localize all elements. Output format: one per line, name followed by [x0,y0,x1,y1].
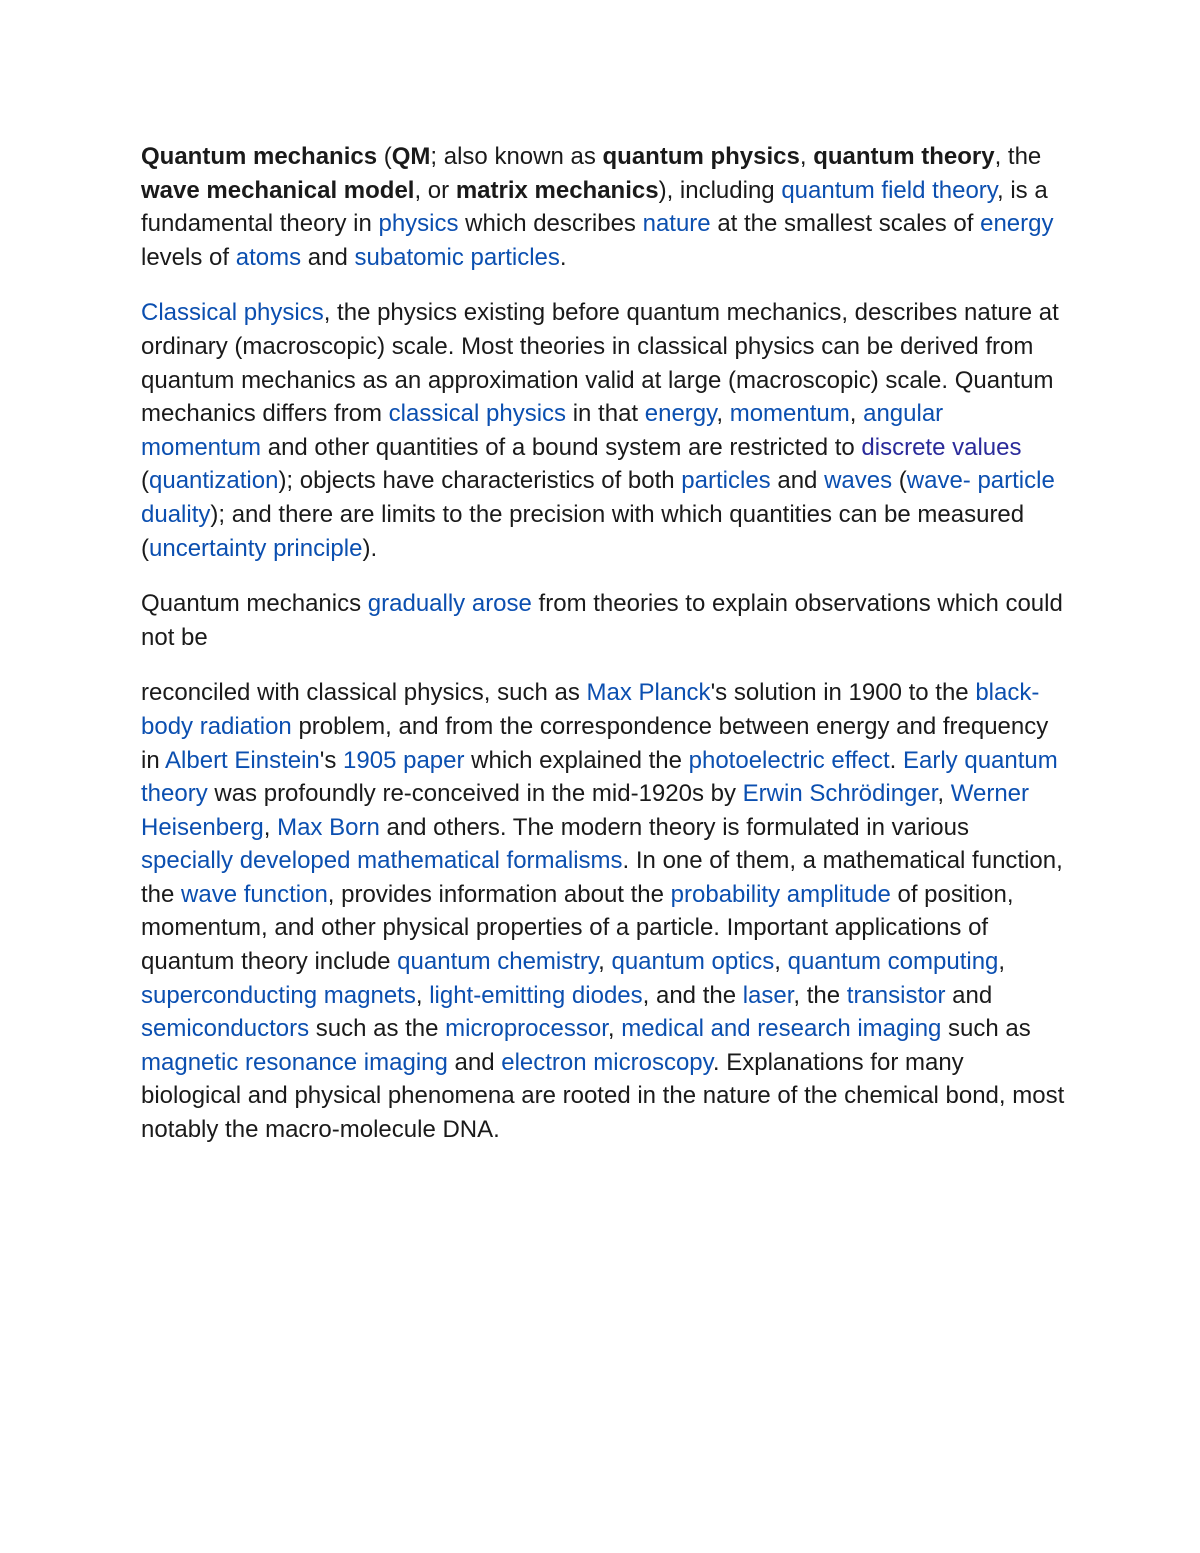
text-run: ; also known as [430,143,603,170]
text-run: of position, momentum, and other physical properties of a particle. Important applications of quantum theory include [141,880,1014,976]
paragraph-intro [141,140,1066,274]
text-run: 's solution in 1900 to the [710,679,976,707]
link-albert-einstein[interactable]: Albert Einstein [165,746,320,774]
text-run: , [263,813,278,841]
bold-term: matrix mechanics [455,176,659,204]
bold-term: Quantum mechanics [141,143,378,170]
text-run: . In one of them, a mathematical function, the [141,847,1063,908]
link-probability-amplitude[interactable]: probability amplitude [670,880,891,908]
link-angular-momentum[interactable]: angular momentum [141,400,944,461]
link-classical-physics[interactable]: classical physics [388,400,567,428]
text-run: , [415,981,430,1009]
link-quantum-computing[interactable]: quantum computing [787,948,999,976]
link-electron-microscopy[interactable]: electron microscopy [501,1048,713,1076]
paragraph-applications [141,676,1066,1146]
link-quantum-field-theory[interactable]: quantum field theory [781,176,998,204]
link-quantization[interactable]: quantization [149,467,279,495]
link-gradually-arose[interactable]: gradually arose [367,590,532,618]
link-max-born[interactable]: Max Born [277,813,380,841]
link-erwin-schr-dinger[interactable]: Erwin Schrödinger [742,780,938,808]
link-uncertainty-principle[interactable]: uncertainty principle [149,534,363,562]
link-1905-paper[interactable]: 1905 paper [343,746,465,774]
text-run: , the physics existing before quantum mechanics, describes nature at ordinary (macroscopic) scale. Most theories in classical physics can be derived from quantum mechanics as an approximation valid at large (macroscopic) scale. Quantum mechanics differs from [141,299,1059,428]
text-run: , the [793,981,847,1009]
bold-term: quantum physics [602,143,800,170]
text-run: , provides information about the [327,880,671,908]
text-run: which describes [458,210,643,238]
text-run: which explained the [464,746,689,774]
link-magnetic-resonance-imaging[interactable]: magnetic resonance imaging [141,1048,448,1076]
link-medical-and-research-imaging[interactable]: medical and research imaging [621,1015,942,1043]
link-microprocessor[interactable]: microprocessor [445,1015,608,1043]
link-wave-particle-duality[interactable]: wave- particle duality [141,467,1055,528]
link-semiconductors[interactable]: semiconductors [141,1015,310,1043]
link-nature[interactable]: nature [642,210,711,238]
text-run: , the [994,143,1042,170]
text-run: and [301,243,355,271]
text-run: , [716,400,730,428]
text-run: 's [319,746,344,774]
text-run: . [889,746,903,774]
text-run: levels of [141,243,236,271]
text-run: , [799,143,814,170]
text-run: ( [141,467,149,495]
link-specially-developed-mathematical-formalisms[interactable]: specially developed mathematical formalisms [141,847,623,875]
text-run: ( [892,467,907,495]
text-run: , and the [642,981,743,1009]
link-superconducting-magnets[interactable]: superconducting magnets [141,981,416,1009]
text-run: . Explanations for many biological and physical phenomena are rooted in the nature of the chemical bond, most notably the macro-molecule DNA. [141,1048,1065,1144]
text-run: ). [362,534,378,562]
document-page [141,140,1066,1147]
link-classical-physics[interactable]: Classical physics [141,299,324,327]
link-particles[interactable]: particles [681,467,771,495]
text-run: Quantum mechanics [141,590,368,618]
text-run: and [770,467,825,495]
text-run: and others. The modern theory is formulated in various [379,813,969,841]
text-run: and [945,981,993,1009]
bold-term: QM [391,143,431,170]
link-photoelectric-effect[interactable]: photoelectric effect [688,746,890,774]
text-run: , is a fundamental theory in [141,176,1048,238]
link-subatomic-particles[interactable]: subatomic particles [354,243,560,271]
text-run: . [559,243,567,271]
text-run: from theories to explain observations which could not be [141,590,1063,651]
link-discrete-values[interactable]: discrete values [861,433,1022,461]
text-run: ( [377,143,392,170]
text-run: such as the [309,1015,446,1043]
text-run: was profoundly re-conceived in the mid-1920s by [207,780,743,808]
text-run: , [774,948,788,976]
link-laser[interactable]: laser [742,981,794,1009]
text-run: at the smallest scales of [710,210,981,238]
text-run: , [998,948,1006,976]
link-black-body-radiation[interactable]: black-body radiation [141,679,1040,740]
text-run: , [937,780,951,808]
text-run: and [447,1048,502,1076]
link-quantum-optics[interactable]: quantum optics [611,948,775,976]
link-quantum-chemistry[interactable]: quantum chemistry [397,948,599,976]
link-wave-function[interactable]: wave function [181,880,328,908]
bold-term: quantum theory [813,143,995,170]
text-run: ); objects have characteristics of both [278,467,682,495]
text-run: , [849,400,864,428]
paragraph-history [141,587,1066,654]
text-run: ), including [658,176,782,204]
link-werner-heisenberg[interactable]: Werner Heisenberg [141,780,1030,841]
text-run: ); and there are limits to the precision with which quantities can be measured ( [141,500,1025,562]
link-atoms[interactable]: atoms [235,243,302,271]
text-run: , or [414,176,456,204]
text-run: reconciled with classical physics, such as [141,679,587,707]
link-light-emitting-diodes[interactable]: light-emitting diodes [429,981,643,1009]
text-run: in that [566,400,645,428]
paragraph-classical-physics [141,296,1066,565]
link-early-quantum-theory[interactable]: Early quantum theory [141,746,1058,808]
link-waves[interactable]: waves [824,467,893,495]
link-transistor[interactable]: transistor [846,981,946,1009]
text-run: , [598,948,612,976]
link-energy[interactable]: energy [644,400,717,428]
link-momentum[interactable]: momentum [729,400,850,428]
link-physics[interactable]: physics [378,210,459,238]
text-run: , [607,1015,622,1043]
bold-term: wave mechanical model [141,176,415,204]
link-energy[interactable]: energy [980,210,1054,238]
text-run: such as [941,1015,1031,1043]
text-run: and other quantities of a bound system are restricted to [261,433,862,461]
link-max-planck[interactable]: Max Planck [586,679,711,707]
text-run: problem, and from the correspondence between energy and frequency in [141,712,1049,774]
